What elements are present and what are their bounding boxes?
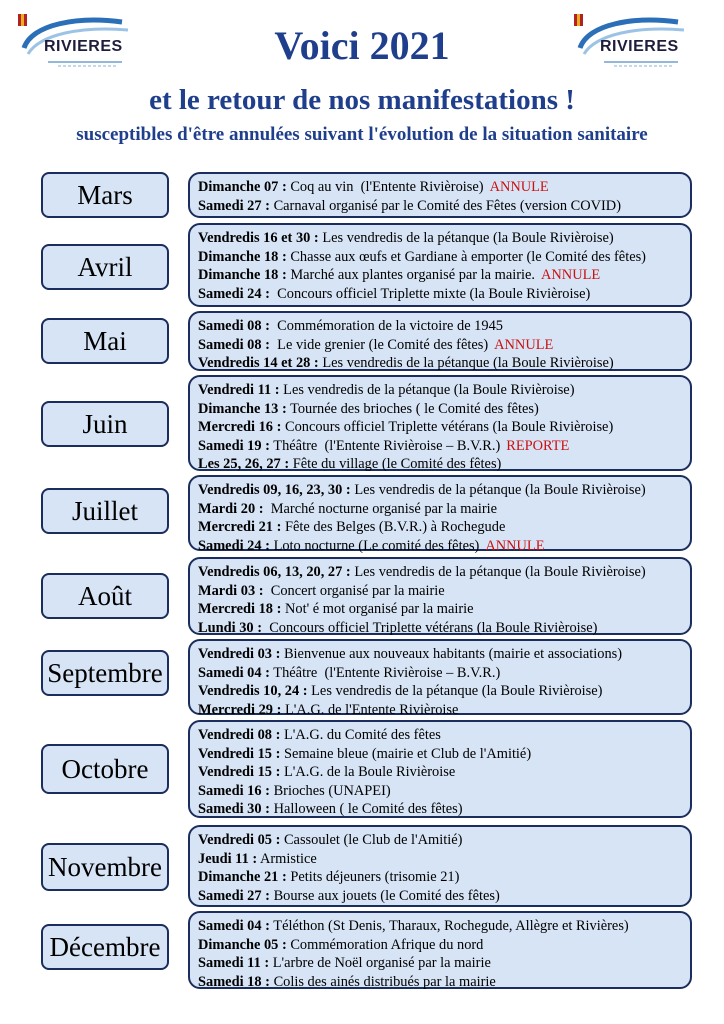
- event-line: [198, 455, 684, 474]
- event-line: [198, 381, 684, 400]
- event-description: Le vide grenier (le Comité des fêtes): [269, 336, 489, 353]
- event-date: Vendredi 15 :: [198, 745, 281, 762]
- event-date: Mercredi 21 :: [198, 519, 282, 536]
- event-line: [198, 973, 684, 992]
- events-box-octobre: [188, 720, 692, 818]
- events-box-mars: [188, 172, 692, 218]
- event-status-badge: REPORTE: [506, 437, 570, 454]
- month-label: Octobre: [41, 744, 169, 794]
- event-description: Petits déjeuners (trisomie 21): [286, 869, 460, 886]
- event-line: [198, 782, 684, 801]
- event-date: Mercredi 29 :: [198, 701, 282, 718]
- event-line: [198, 800, 684, 819]
- event-date: Mercredi 16 :: [198, 419, 282, 436]
- event-description: Les vendredis de la pétanque (la Boule Rivièroise): [350, 482, 646, 498]
- event-line: [198, 229, 684, 248]
- month-label: Août: [41, 573, 169, 619]
- event-line: [198, 537, 684, 556]
- event-line: [198, 868, 684, 887]
- event-date: Vendredis 10, 24 :: [198, 683, 308, 700]
- event-description: Semaine bleue (mairie et Club de l'Amitié): [280, 745, 532, 762]
- event-description: Les vendredis de la pétanque (la Boule Rivièroise): [307, 683, 603, 700]
- month-label: Mars: [41, 172, 169, 218]
- events-box-avril: [188, 223, 692, 307]
- event-description: Marché aux plantes organisé par la mairie.: [286, 267, 536, 284]
- event-description: Halloween ( le Comité des fêtes): [269, 801, 463, 818]
- event-description: Les vendredis de la pétanque (la Boule Rivièroise): [350, 564, 646, 580]
- event-line: [198, 917, 684, 936]
- event-description: Cassoulet (le Club de l'Amitié): [280, 832, 463, 848]
- page-title: Voici 2021: [274, 23, 450, 68]
- event-status-badge: ANNULE: [494, 336, 554, 353]
- event-date: Dimanche 18 :: [198, 248, 287, 265]
- event-line: [198, 682, 684, 701]
- event-date: Samedi 18 :: [198, 973, 270, 990]
- event-description: Loto nocturne (Le comité des fêtes): [269, 537, 480, 554]
- event-date: Samedi 11 :: [198, 955, 270, 972]
- event-date: Vendredi 15 :: [198, 764, 281, 781]
- events-box-décembre: [188, 911, 692, 989]
- event-date: Dimanche 18 :: [198, 267, 287, 284]
- event-date: Samedi 04 :: [198, 664, 270, 681]
- event-date: Samedi 04 :: [198, 918, 270, 934]
- event-description: Not' é mot organisé par la mairie: [281, 601, 474, 618]
- event-date: Dimanche 21 :: [198, 869, 287, 886]
- event-description: Tournée des brioches ( le Comité des fêtes): [286, 400, 539, 417]
- event-line: [198, 763, 684, 782]
- event-description: Commémoration Afrique du nord: [286, 936, 484, 953]
- event-description: Bienvenue aux nouveaux habitants (mairie et associations): [280, 646, 623, 662]
- event-description: Concert organisé par la mairie: [263, 582, 445, 599]
- event-description: Commémoration de la victoire de 1945: [269, 318, 503, 334]
- logo-text: RIVIERES: [44, 38, 123, 55]
- event-date: Vendredi 05 :: [198, 832, 281, 848]
- event-line: [198, 178, 684, 197]
- event-date: Samedi 27 :: [198, 887, 270, 904]
- event-date: Samedi 08 :: [198, 336, 270, 353]
- event-line: [198, 248, 684, 267]
- event-date: Vendredis 09, 16, 23, 30 :: [198, 482, 351, 498]
- event-line: [198, 582, 684, 601]
- event-date: Samedi 24 :: [198, 537, 270, 554]
- event-line: [198, 400, 684, 419]
- event-date: Vendredi 03 :: [198, 646, 281, 662]
- event-line: [198, 936, 684, 955]
- event-description: L'A.G. de l'Entente Rivièroise: [281, 701, 459, 718]
- event-line: [198, 518, 684, 537]
- event-line: [198, 197, 684, 216]
- event-date: Dimanche 05 :: [198, 936, 287, 953]
- event-line: [198, 745, 684, 764]
- event-description: L'A.G. de la Boule Rivièroise: [280, 764, 456, 781]
- event-date: Vendredis 14 et 28 :: [198, 355, 319, 372]
- events-box-mai: [188, 311, 692, 371]
- event-date: Lundi 30 :: [198, 619, 262, 636]
- event-line: [198, 354, 684, 373]
- event-line: [198, 887, 684, 906]
- event-description: Téléthon (St Denis, Tharaux, Rochegude, Allègre et Rivières): [269, 918, 629, 934]
- event-line: [198, 831, 684, 850]
- event-line: [198, 726, 684, 745]
- event-line: [198, 954, 684, 973]
- event-date: Samedi 27 :: [198, 197, 270, 214]
- month-label: Avril: [41, 244, 169, 290]
- event-description: L'A.G. du Comité des fêtes: [280, 727, 441, 743]
- event-date: Samedi 08 :: [198, 318, 270, 334]
- event-date: Vendredis 16 et 30 :: [198, 230, 319, 246]
- event-date: Samedi 19 :: [198, 437, 270, 454]
- event-line: [198, 481, 684, 500]
- events-box-juillet: [188, 475, 692, 554]
- event-date: Vendredi 08 :: [198, 727, 281, 743]
- event-description: L'arbre de Noël organisé par la mairie: [269, 955, 491, 972]
- logo-text: RIVIERES: [600, 38, 679, 55]
- event-description: Les vendredis de la pétanque (la Boule Rivièroise): [318, 230, 614, 246]
- events-box-juin: [188, 375, 692, 471]
- month-label: Septembre: [41, 650, 169, 696]
- event-date: Samedi 24 :: [198, 285, 270, 302]
- event-line: [198, 563, 684, 582]
- event-line: [198, 317, 684, 336]
- event-date: Dimanche 13 :: [198, 400, 287, 417]
- events-box-septembre: [188, 639, 692, 718]
- event-description: Marché nocturne organisé par la mairie: [263, 500, 498, 517]
- event-status-badge: ANNULE: [485, 537, 545, 554]
- event-date: Jeudi 11 :: [198, 850, 258, 867]
- event-date: Samedi 16 :: [198, 782, 270, 799]
- month-label: Mai: [41, 318, 169, 364]
- month-label: Juin: [41, 401, 169, 447]
- event-line: [198, 336, 684, 355]
- event-status-badge: ANNULE: [489, 179, 549, 195]
- month-label: Novembre: [41, 843, 169, 891]
- event-date: Les 25, 26, 27 :: [198, 456, 290, 473]
- sanitary-note: susceptibles d'être annulées suivant l'évolution de la situation sanitaire: [76, 124, 648, 145]
- event-description: Coq au vin (l'Entente Rivièroise): [286, 179, 484, 195]
- event-line: [198, 285, 684, 304]
- event-description: Concours officiel Triplette vétérans (la Boule Rivièroise): [281, 419, 614, 436]
- event-description: Colis des ainés distribués par la mairie: [269, 973, 496, 990]
- event-status-badge: ANNULE: [541, 267, 601, 284]
- month-label: Juillet: [41, 488, 169, 534]
- event-description: Les vendredis de la pétanque (la Boule Rivièroise): [279, 382, 575, 398]
- event-date: Vendredi 11 :: [198, 382, 280, 398]
- month-label: Décembre: [41, 924, 169, 970]
- event-description: Théâtre (l'Entente Rivièroise – B.V.R.): [269, 437, 501, 454]
- event-line: [198, 619, 684, 638]
- event-date: Samedi 30 :: [198, 801, 270, 818]
- event-description: Armistice: [257, 850, 317, 867]
- event-description: Les vendredis de la pétanque (la Boule Rivièroise): [318, 355, 614, 372]
- event-description: Fête des Belges (B.V.R.) à Rochegude: [281, 519, 506, 536]
- event-line: [198, 266, 684, 285]
- event-description: Concours officiel Triplette vétérans (la Boule Rivièroise): [262, 619, 598, 636]
- event-date: Vendredis 06, 13, 20, 27 :: [198, 564, 351, 580]
- event-line: [198, 500, 684, 519]
- event-date: Mercredi 18 :: [198, 601, 282, 618]
- event-description: Bourse aux jouets (le Comité des fêtes): [269, 887, 500, 904]
- event-description: Chasse aux œufs et Gardiane à emporter (le Comité des fêtes): [286, 248, 646, 265]
- event-description: Carnaval organisé par le Comité des Fêtes (version COVID): [269, 197, 621, 214]
- events-box-août: [188, 557, 692, 635]
- event-description: Fête du village (le Comité des fêtes): [289, 456, 502, 473]
- event-line: [198, 437, 684, 456]
- event-line: [198, 664, 684, 683]
- event-line: [198, 701, 684, 720]
- event-description: Concours officiel Triplette mixte (la Boule Rivièroise): [269, 285, 591, 302]
- event-line: [198, 850, 684, 869]
- event-description: Théâtre (l'Entente Rivièroise – B.V.R.): [269, 664, 501, 681]
- page-subtitle: et le retour de nos manifestations !: [149, 84, 575, 116]
- event-line: [198, 418, 684, 437]
- event-date: Mardi 03 :: [198, 582, 264, 599]
- event-description: Brioches (UNAPEI): [269, 782, 391, 799]
- event-line: [198, 600, 684, 619]
- events-box-novembre: [188, 825, 692, 907]
- event-date: Mardi 20 :: [198, 500, 264, 517]
- event-date: Dimanche 07 :: [198, 179, 287, 195]
- event-line: [198, 645, 684, 664]
